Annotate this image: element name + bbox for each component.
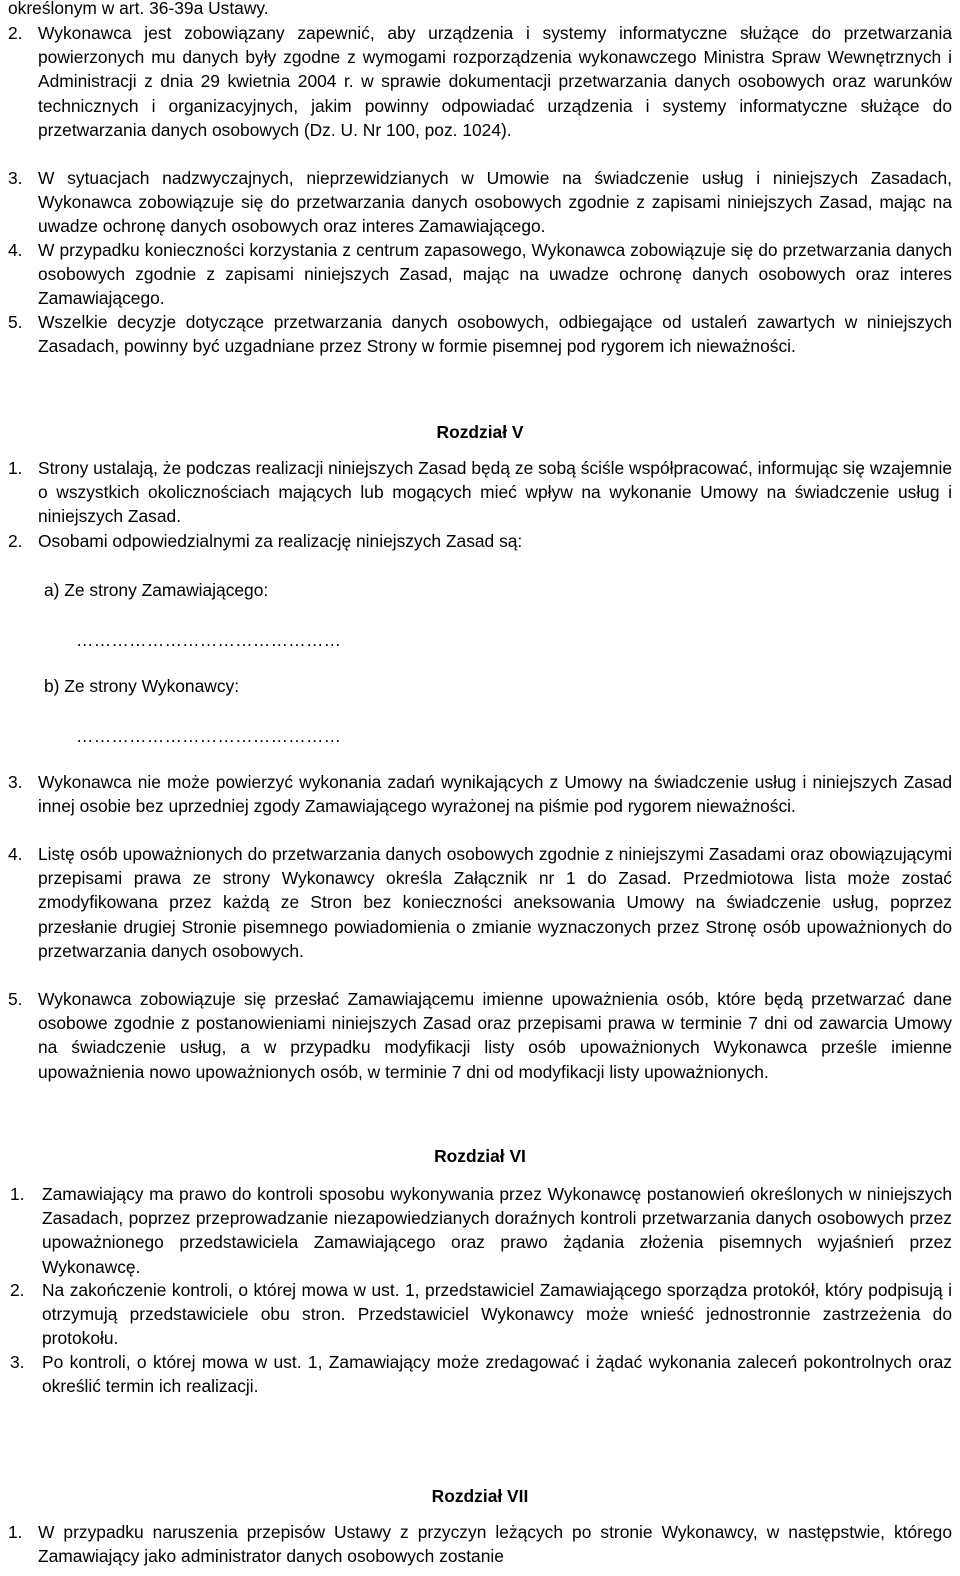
list-item	[8, 987, 952, 1084]
chapter-heading: Rozdział VII	[431, 1486, 529, 1506]
item-text: W sytuacjach nadzwyczajnych, nieprzewidzianych w Umowie na świadczenie usług i niniejszych Zasadach, Wykonawca zobowiązuje się do przetwarzania danych osobowych zgodnie z zapisami niniejszych Zasad, mając na uwadze ochronę danych osobowych oraz interes Zamawiającego.	[38, 168, 952, 237]
item-number: 3.	[8, 772, 23, 792]
responsible-person-contractor: b) Ze strony Wykonawcy:	[44, 676, 240, 696]
item-text: Wykonawca nie może powierzyć wykonania zadań wynikających z Umowy na świadczenie usług i niniejszych Zasad innej osobie bez uprzedniej zgody Zamawiającego wyrażonej na piśmie pod rygorem nieważności.	[38, 772, 952, 817]
continued-text-line: określonym w art. 36-39a Ustawy.	[8, 0, 269, 18]
item-number: 2.	[8, 23, 23, 43]
list-item	[8, 166, 952, 239]
item-text: Osobami odpowiedzialnymi za realizację niniejszych Zasad są:	[38, 531, 523, 551]
item-number: 1.	[8, 1522, 23, 1542]
item-text: W przypadku konieczności korzystania z centrum zapasowego, Wykonawca zobowiązuje się do przetwarzania danych osobowych zgodnie z zapisami niniejszych Zasad, mając na uwadze ochronę danych osobowych oraz interes Zamawiającego.	[38, 240, 952, 309]
item-number: 2.	[8, 531, 23, 551]
list-item	[8, 456, 952, 529]
item-number: 3.	[8, 168, 23, 188]
list-item	[10, 1182, 952, 1279]
item-number: 5.	[8, 989, 23, 1009]
item-number: 3.	[10, 1352, 25, 1372]
item-text: Wykonawca jest zobowiązany zapewnić, aby urządzenia i systemy informatyczne służące do przetwarzania powierzonych mu danych były zgodne z wymogami rozporządzenia wykonawczego Ministra Spraw Wewnętrznych i Administracji z dnia 29 kwietnia 2004 r. w sprawie dokumentacji przetwarzania danych osobowych oraz warunków technicznych i organizacyjnych, jakim powinny odpowiadać urządzenia i systemy informatyczne służące do przetwarzania danych osobowych (Dz. U. Nr 100, poz. 1024).	[38, 23, 952, 140]
fill-in-placeholder: ………………………………………	[76, 630, 342, 650]
list-item	[8, 1520, 952, 1568]
item-text: Listę osób upoważnionych do przetwarzania danych osobowych zgodnie z niniejszymi Zasadami oraz obowiązującymi przepisami prawa ze strony Wykonawcy określa Załącznik nr 1 do Zasad. Przedmiotowa lista może zostać zmodyfikowana przez każdą ze Stron bez konieczności aneksowania Umowy na świadczenie usług, poprzez przesłanie drugiej Stronie pisemnego powiadomienia o zmianie wyznaczonych przez Stronę osób upoważnionych do przetwarzania danych osobowych.	[38, 844, 952, 961]
list-item	[8, 21, 952, 142]
item-number: 4.	[8, 240, 23, 260]
item-number: 5.	[8, 312, 23, 332]
item-number: 2.	[10, 1280, 25, 1300]
item-number: 1.	[8, 458, 23, 478]
item-text: Zamawiający ma prawo do kontroli sposobu wykonywania przez Wykonawcę postanowień określonych w niniejszych Zasadach, poprzez przeprowadzanie niezapowiedzianych doraźnych kontroli przetwarzania danych osobowych przez upoważnionego przedstawiciela Zamawiającego oraz prawo żądania złożenia pisemnych wyjaśnień przez Wykonawcę.	[42, 1184, 952, 1277]
responsible-person-contracting: a) Ze strony Zamawiającego:	[44, 580, 269, 600]
item-text: Na zakończenie kontroli, o której mowa w ust. 1, przedstawiciel Zamawiającego sporządza protokół, który podpisują i otrzymują przedstawiciele obu stron. Przedstawiciel Wykonawcy może wnieść jednostronnie zastrzeżenia do protokołu.	[42, 1280, 952, 1349]
list-item	[8, 842, 952, 963]
list-item	[8, 238, 952, 311]
fill-in-placeholder: ………………………………………	[76, 726, 342, 746]
list-item	[8, 529, 952, 553]
chapter-heading: Rozdział VI	[434, 1146, 526, 1166]
item-text: Wszelkie decyzje dotyczące przetwarzania danych osobowych, odbiegające od ustaleń zawartych w niniejszych Zasadach, powinny być uzgadniane przez Strony w formie pisemnej pod rygorem ich nieważności.	[38, 312, 952, 357]
list-item	[10, 1350, 952, 1398]
item-text: Wykonawca zobowiązuje się przesłać Zamawiającemu imienne upoważnienia osób, które będą przetwarzać dane osobowe zgodnie z postanowieniami niniejszych Zasad oraz przepisami prawa w terminie 7 dni od zawarcia Umowy na świadczenie usług, a w przypadku modyfikacji listy osób upoważnionych Wykonawca prześle imienne upoważnienia nowo upoważnionych osób, w terminie 7 dni od modyfikacji listy upoważnionych.	[38, 989, 952, 1082]
item-text: Po kontroli, o której mowa w ust. 1, Zamawiający może zredagować i żądać wykonania zaleceń pokontrolnych oraz określić termin ich realizacji.	[42, 1352, 952, 1397]
item-number: 1.	[10, 1184, 25, 1204]
list-item	[10, 1278, 952, 1351]
list-item	[8, 310, 952, 358]
item-text: W przypadku naruszenia przepisów Ustawy z przyczyn leżących po stronie Wykonawcy, w następstwie, którego Zamawiający jako administrator danych osobowych zostanie	[38, 1522, 952, 1567]
list-item	[8, 770, 952, 818]
chapter-heading: Rozdział V	[436, 422, 524, 442]
item-text: Strony ustalają, że podczas realizacji niniejszych Zasad będą ze sobą ściśle współpracować, informując się wzajemnie o wszystkich okolicznościach mających lub mogących mieć wpływ na wykonanie Umowy na świadczenie usług i niniejszych Zasad.	[38, 458, 952, 527]
item-number: 4.	[8, 844, 23, 864]
